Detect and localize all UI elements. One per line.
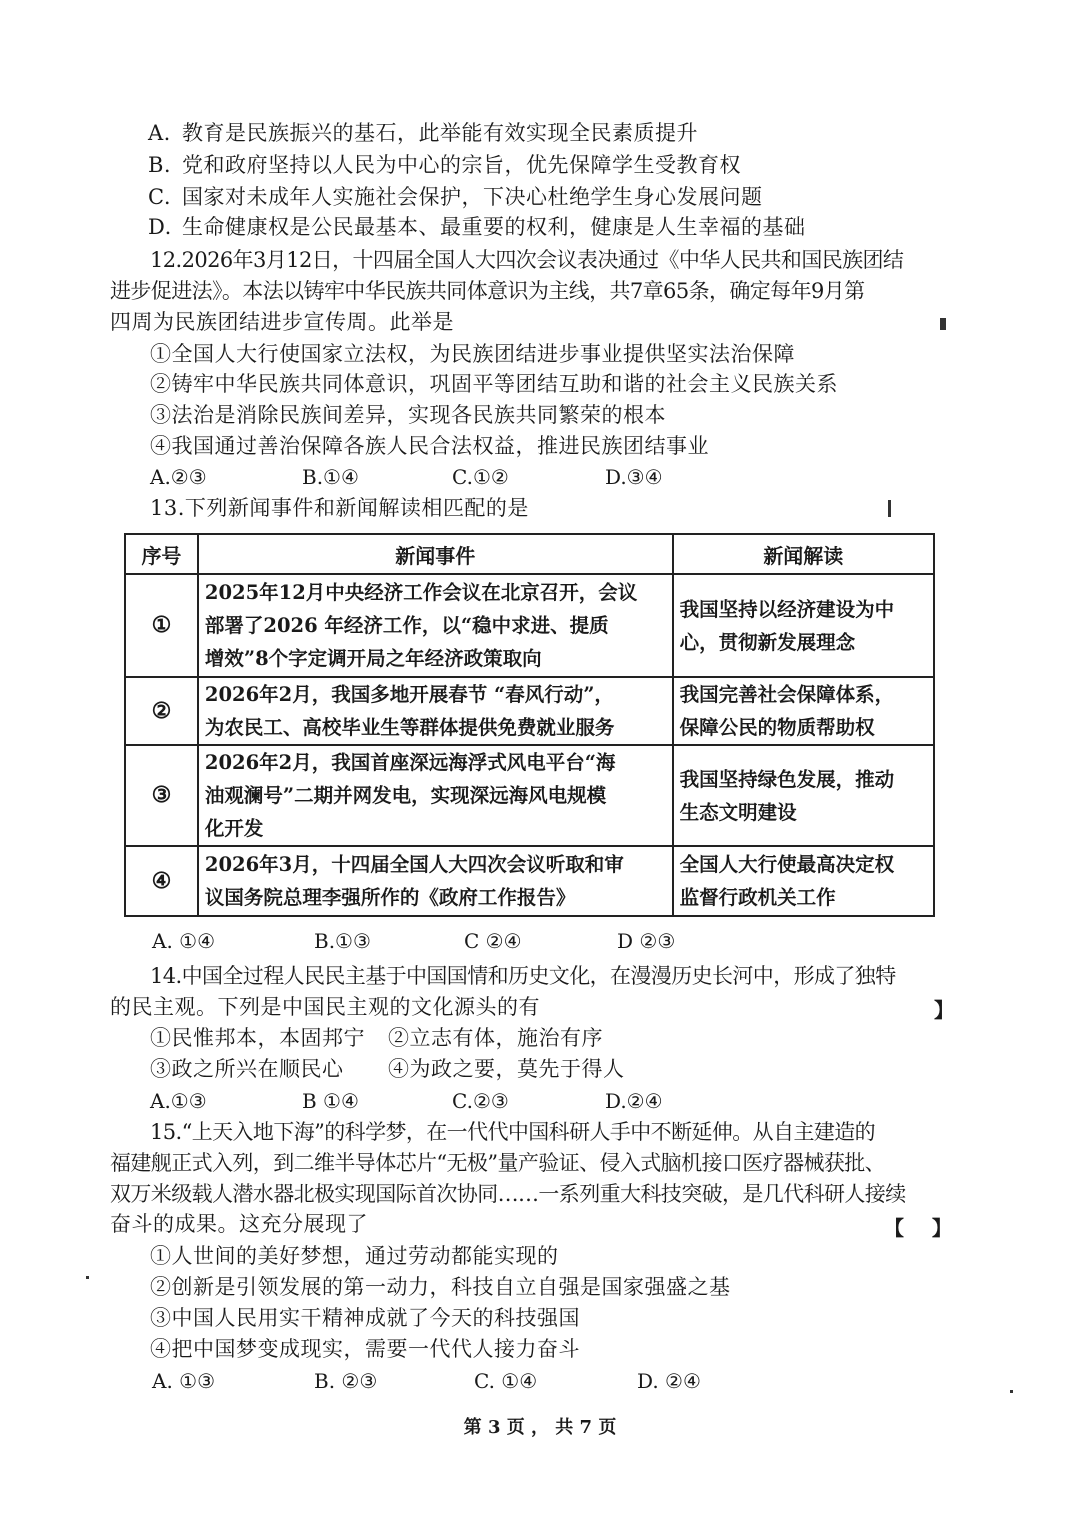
option-letter: C. [148,185,171,209]
row-event [198,574,673,677]
interp-line: 我国坚持绿色发展，推动 [679,767,895,791]
q13-stem: 13.下列新闻事件和新闻解读相匹配的是 [150,496,529,520]
row-num: ④ [125,846,198,916]
choice-a: A. ①③ [152,1369,216,1393]
row-event [198,745,673,846]
q15-statement: ④把中国梦变成现实，需要一代代人接力奋斗 [150,1337,580,1361]
page-footer: 第 3 页 ， 共 7 页 [463,1417,617,1438]
q12-stem-line: 四周为民族团结进步宣传周。此举是 [110,310,454,334]
header-num: 序号 [125,534,198,574]
row-interp [673,745,934,846]
answer-bracket: 】 [934,998,954,1022]
choice-b: B.①③ [314,929,371,953]
q11-option-d [148,212,806,242]
row-event [198,846,673,916]
q14-statement-row [388,1054,625,1084]
q15-statement: ③中国人民用实干精神成就了今天的科技强国 [150,1306,580,1330]
choice-c: C ②④ [464,929,522,953]
q14-statement-row [150,1054,344,1084]
option-letter: B. [148,153,172,177]
interp-line: 我国坚持以经济建设为中 [679,597,895,621]
q12-statement: ②铸牢中华民族共同体意识，巩固平等团结互助和谐的社会主义民族关系 [150,372,838,396]
event-line: 2025年12月中央经济工作会议在北京召开，会议 [204,581,638,604]
row-num: ② [125,677,198,745]
choice-d: D.③④ [605,465,663,489]
choice-b: B. ②③ [314,1369,378,1393]
choice-c: C.①② [452,465,509,489]
q15-stem-line: 福建舰正式入列，到二维半导体芯片“无极”量产验证、侵入式脑机接口医疗器械获批、 [110,1151,886,1175]
event-line: 增效”8个字定调开局之年经济政策取向 [204,647,542,670]
q12-statement: ④我国通过善治保障各族人民合法权益，推进民族团结事业 [150,434,709,458]
event-line: 为农民工、高校毕业生等群体提供免费就业服务 [204,716,615,739]
event-line: 部署了2026 年经济工作，以“稳中求进、提质 [204,614,609,637]
table-row [125,745,934,846]
q15-stem-line: 双万米级载人潜水器北极实现国际首次协同……一系列重大科技突破，是几代科研人接续 [110,1182,906,1206]
q12-statement: ①全国人大行使国家立法权，为民族团结进步事业提供坚实法治保障 [150,342,795,366]
q15-stem-line: 奋斗的成果。这充分展现了 [110,1212,368,1236]
row-num: ③ [125,745,198,846]
q14-stem-line: 14.中国全过程人民民主基于中国国情和历史文化，在漫漫历史长河中，形成了独特 [150,964,896,988]
event-line: 2026年3月，十四届全国人大四次会议听取和审 [204,853,624,876]
row-event [198,677,673,745]
scan-mark [86,1276,89,1279]
choice-a: A. ①④ [152,929,216,953]
q12-statement: ③法治是消除民族间差异，实现各民族共同繁荣的根本 [150,403,666,427]
event-line: 议国务院总理李强所作的《政府工作报告》 [204,886,576,909]
q14-statement: ④为政之要，莫先于得人 [388,1057,625,1081]
news-table [124,533,935,917]
option-letter: D. [148,215,172,239]
q14-choices [150,1086,690,1116]
q11-option-c [148,182,763,212]
choice-d: D.②④ [605,1089,663,1113]
scan-mark [888,500,891,517]
choice-a: A.②③ [150,465,207,489]
choice-c: C. ①④ [474,1369,538,1393]
header-event: 新闻事件 [198,534,673,574]
interp-line: 生态文明建设 [679,800,797,824]
q11-option-b [148,150,741,180]
option-text: 党和政府坚持以人民为中心的宗旨，优先保障学生受教育权 [182,153,741,177]
row-interp [673,574,934,677]
interp-line: 监督行政机关工作 [679,886,836,909]
answer-bracket: 【 】 [884,1216,952,1240]
q15-statement: ②创新是引领发展的第一动力，科技自立自强是国家强盛之基 [150,1275,731,1299]
q13-choices [152,926,692,956]
choice-b: B ①④ [302,1089,359,1113]
choice-c: C.②③ [452,1089,509,1113]
q14-statement: ③政之所兴在顺民心 [150,1057,344,1081]
event-line: 油观澜号”二期并网发电，实现深远海风电规模 [204,784,607,807]
q14-statement: ①民惟邦本，本固邦宁 [150,1026,365,1050]
row-interp [673,846,934,916]
q14-statement-row [388,1023,603,1053]
q15-choices [152,1366,732,1396]
q15-stem-line: 15.“上天入地下海”的科学梦，在一代代中国科研人手中不断延伸。从自主建造的 [150,1120,876,1144]
row-num: ① [125,574,198,677]
table-header-row [125,534,934,574]
header-interp: 新闻解读 [673,534,934,574]
interp-line: 心，贯彻新发展理念 [679,630,856,654]
choice-d: D ②③ [617,929,676,953]
scan-mark [1010,1390,1013,1393]
q15-statement: ①人世间的美好梦想，通过劳动都能实现的 [150,1244,559,1268]
option-text: 国家对未成年人实施社会保护，下决心杜绝学生身心发展问题 [182,185,763,209]
event-line: 2026年2月，我国多地开展春节 “春风行动”， [204,683,614,706]
choice-b: B.①④ [302,465,359,489]
table-row [125,574,934,677]
interp-line: 全国人大行使最高决定权 [679,853,895,876]
option-letter: A. [148,121,171,145]
event-line: 2026年2月，我国首座深远海浮式风电平台“海 [204,751,616,774]
event-line: 化开发 [204,817,264,840]
q14-statement-row [150,1023,365,1053]
table-row [125,846,934,916]
option-text: 生命健康权是公民最基本、最重要的权利，健康是人生幸福的基础 [182,215,806,239]
q12-choices [150,462,710,492]
row-interp [673,677,934,745]
q12-stem-line: 进步促进法》。本法以铸牢中华民族共同体意识为主线，共7章65条，确定每年9月第 [110,279,865,303]
q14-stem-line: 的民主观。下列是中国民主观的文化源头的有 [110,995,540,1019]
interp-line: 我国完善社会保障体系， [679,683,895,706]
scan-mark [940,318,946,330]
q14-statement: ②立志有体，施治有序 [388,1026,603,1050]
option-text: 教育是民族振兴的基石，此举能有效实现全民素质提升 [182,121,698,145]
q11-option-a [148,118,698,148]
interp-line: 保障公民的物质帮助权 [679,716,875,739]
table-row [125,677,934,745]
choice-d: D. ②④ [637,1369,701,1393]
choice-a: A.①③ [150,1089,207,1113]
q12-stem-line: 12.2026年3月12日，十四届全国人大四次会议表决通过《中华人民共和国民族团结 [150,248,904,272]
